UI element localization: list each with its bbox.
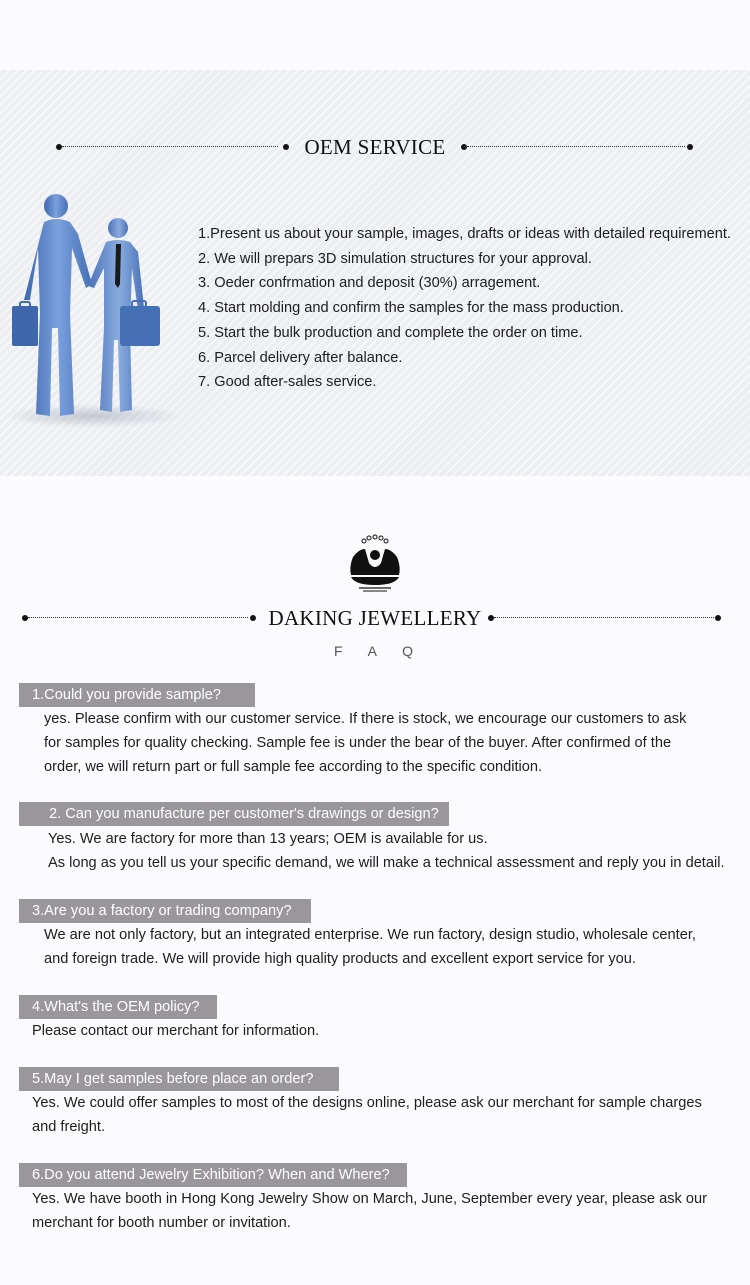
dot-ornament <box>687 144 693 150</box>
oem-step: 7. Good after-sales service. <box>198 374 377 391</box>
oem-step: 6. Parcel delivery after balance. <box>198 349 403 366</box>
oem-step: 4. Start molding and confirm the samples for the mass production. <box>198 300 624 317</box>
brand-title-row <box>0 603 750 633</box>
oem-step: 1.Present us about your sample, images, drafts or ideas with detailed requirement. <box>198 226 731 242</box>
faq-answer-line: Yes. We have booth in Hong Kong Jewelry Show on March, June, September every year, please ask our <box>32 1191 707 1207</box>
oem-title: OEM SERVICE <box>304 135 446 159</box>
faq-answer <box>32 1187 707 1235</box>
dot-ornament <box>461 144 467 150</box>
faq-answer-line: Please contact our merchant for information. <box>32 1023 320 1039</box>
brand-title: DAKING JEWELLERY <box>268 606 482 630</box>
oem-steps-list <box>198 222 750 395</box>
dotted-divider <box>467 146 685 147</box>
oem-step: 3. Oeder confrmation and deposit (30%) arragement. <box>198 275 541 292</box>
faq-answer-line: merchant for booth number or invitation. <box>32 1215 291 1231</box>
faq-answer <box>44 707 686 779</box>
faq-answer-line: yes. Please confirm with our customer service. If there is stock, we encourage our customers to ask <box>44 711 687 727</box>
faq-answer <box>32 1019 319 1043</box>
daking-logo <box>345 533 405 593</box>
faq-question: 3.Are you a factory or trading company? <box>19 899 311 923</box>
faq-question: 1.Could you provide sample? <box>19 683 255 707</box>
faq-question: 5.May I get samples before place an order? <box>19 1067 339 1091</box>
dot-ornament <box>488 615 494 621</box>
faq-answer-line: and freight. <box>32 1119 106 1135</box>
dotted-divider <box>494 617 714 618</box>
oem-step: 2. We will prepars 3D simulation structures for your approval. <box>198 250 592 267</box>
faq-heading: F A Q <box>333 643 424 659</box>
faq-answer-line: order, we will return part or full sample fee according to the specific condition. <box>44 759 543 775</box>
faq-question: 2. Can you manufacture per customer's drawings or design? <box>19 802 449 826</box>
faq-answer-line: We are not only factory, but an integrated enterprise. We run factory, design studio, wholesale center, <box>44 927 696 943</box>
faq-question: 6.Do you attend Jewelry Exhibition? When and Where? <box>19 1163 407 1187</box>
faq-question: 4.What's the OEM policy? <box>19 995 217 1019</box>
faq-answer <box>48 827 725 875</box>
faq-answer-line: for samples for quality checking. Sample fee is under the bear of the buyer. After confirmed of the <box>44 735 672 751</box>
faq-answer-line: Yes. We are factory for more than 13 years; OEM is available for us. <box>48 831 488 847</box>
businessmen-handshake-illustration <box>8 188 178 428</box>
faq-answer <box>44 923 696 971</box>
oem-step: 5. Start the bulk production and complete the order on time. <box>198 324 583 341</box>
dot-ornament <box>715 615 721 621</box>
faq-answer-line: and foreign trade. We will provide high quality products and excellent export service for you. <box>44 951 636 967</box>
faq-answer-line: Yes. We could offer samples to most of the designs online, please ask our merchant for sample charges <box>32 1095 702 1111</box>
oem-title-row <box>0 132 750 162</box>
faq-answer <box>32 1091 702 1139</box>
faq-answer-line: As long as you tell us your specific demand, we will make a technical assessment and reply you in detail. <box>48 855 725 871</box>
